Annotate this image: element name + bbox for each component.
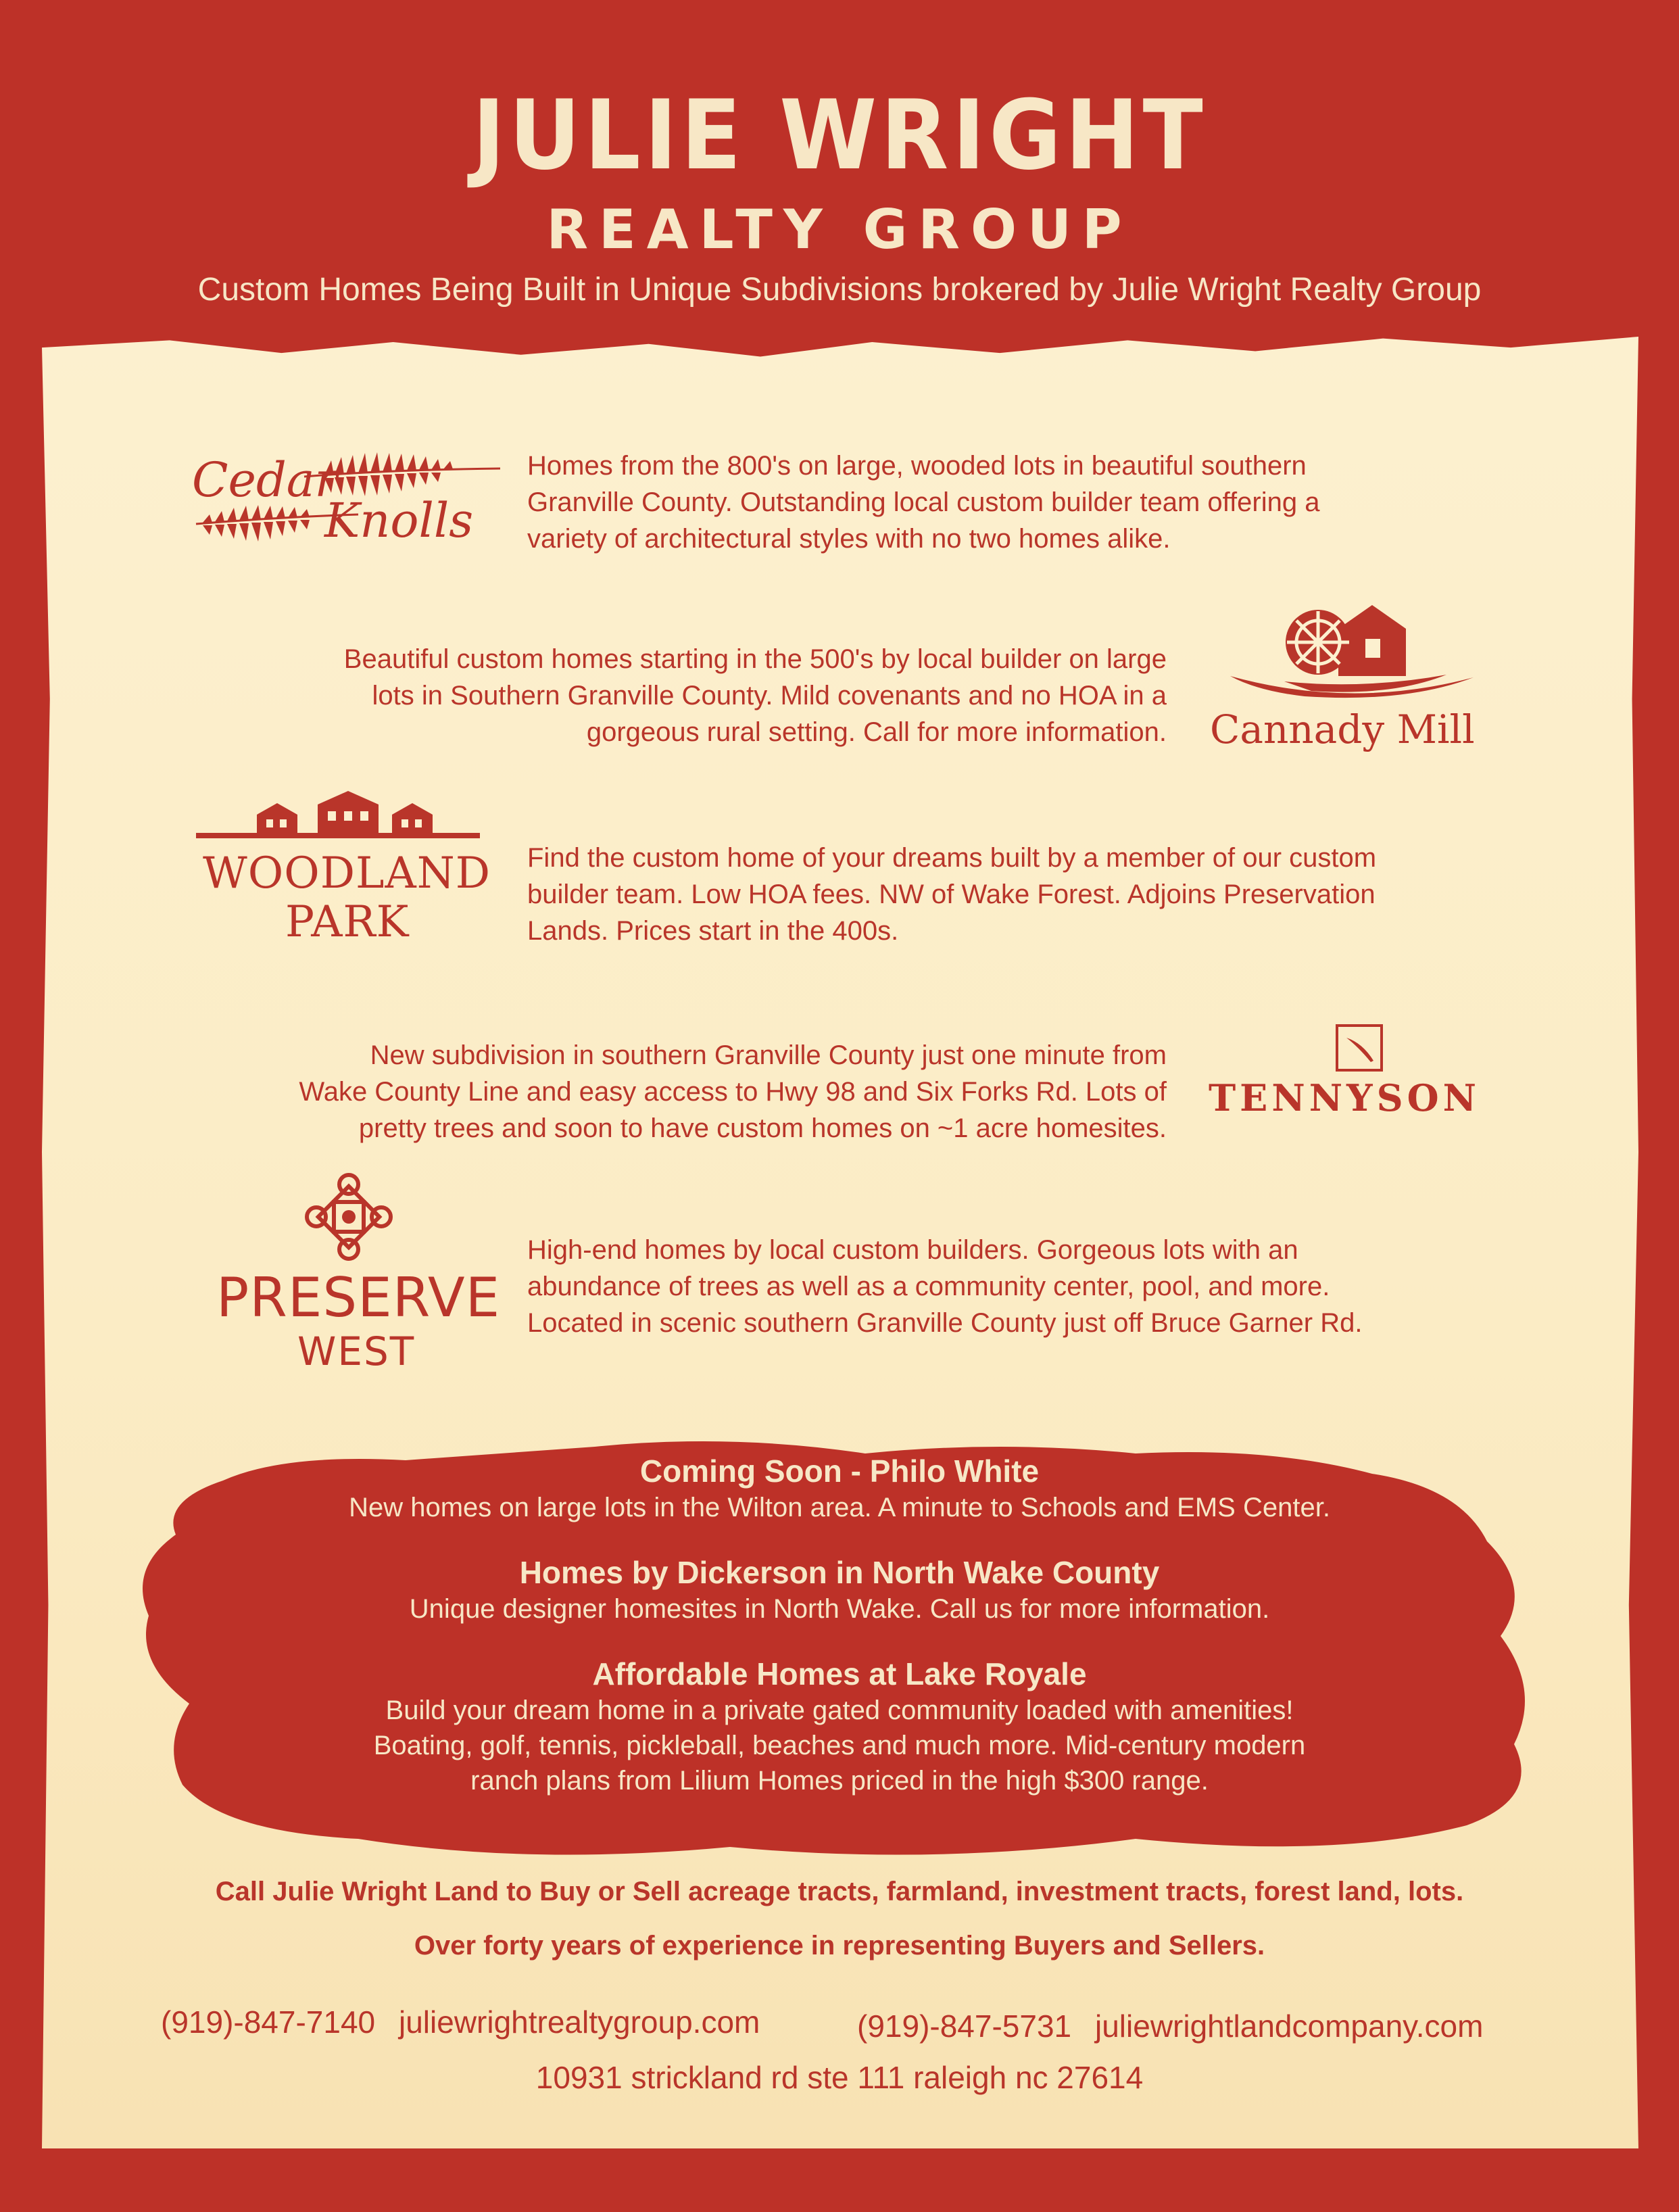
logo-word-woodland: WOODLAND — [203, 848, 491, 898]
description-line: gorgeous rural setting. Call for more information. — [586, 717, 1167, 747]
cedar-knolls-logo — [189, 443, 507, 558]
cannady-mill-description — [203, 641, 1167, 750]
woodland-park-description — [527, 840, 1376, 949]
houses-icon — [196, 791, 500, 845]
promo-philo-white — [0, 1452, 1679, 1525]
logo-word-knolls: Knolls — [324, 493, 474, 548]
cannady-mill-logo — [1203, 602, 1514, 757]
logo-word-cedar: Cedar — [192, 452, 337, 508]
promo-dickerson — [0, 1554, 1679, 1627]
phone-land[interactable]: (919)-847-5731 — [857, 2009, 1072, 2044]
call-to-action: Call Julie Wright Land to Buy or Sell acreage tracts, farmland, investment tracts, forest land, lots. — [215, 1877, 1464, 1906]
header — [0, 0, 1679, 352]
logo-word-park: PARK — [285, 897, 410, 947]
description-line: Granville County. Outstanding local custom builder team offering a — [527, 487, 1320, 517]
promo-line: Unique designer homesites in North Wake. Call us for more information. — [409, 1594, 1270, 1624]
preserve-west-description — [527, 1232, 1362, 1341]
description-line: Find the custom home of your dreams built by a member of our custom — [527, 843, 1377, 873]
tagline: Custom Homes Being Built in Unique Subdivisions brokered by Julie Wright Realty Group — [197, 272, 1482, 308]
tennyson-logo — [1203, 1024, 1521, 1126]
mill-icon — [1203, 602, 1514, 703]
description-line: variety of architectural styles with no two homes alike. — [527, 524, 1171, 554]
description-line: Beautiful custom homes starting in the 500's by local builder on large — [343, 644, 1167, 674]
office-address: 10931 strickland rd ste 111 raleigh nc 27614 — [535, 2060, 1144, 2095]
promo-lake-royale — [0, 1655, 1679, 1798]
promo-title: Coming Soon - Philo White — [639, 1453, 1040, 1489]
logo-tennyson: TENNYSON — [1209, 1076, 1481, 1120]
promo-line: New homes on large lots in the Wilton area. A minute to Schools and EMS Center. — [349, 1493, 1330, 1522]
website-land-link[interactable]: juliewrightlandcompany.com — [1095, 2009, 1484, 2044]
logo-word-west: WEST — [297, 1328, 416, 1374]
description-line: Located in scenic southern Granville County just off Bruce Garner Rd. — [527, 1308, 1363, 1338]
website-realty-link[interactable]: juliewrightrealtygroup.com — [399, 2004, 760, 2040]
description-line: New subdivision in southern Granville County just one minute from — [370, 1040, 1167, 1070]
woodland-park-logo — [196, 791, 500, 946]
logo-cannady-mill: Cannady Mill — [1210, 706, 1475, 752]
description-line: Lands. Prices start in the 400s. — [527, 916, 899, 946]
description-line: Homes from the 800's on large, wooded lots in beautiful southern — [527, 451, 1307, 481]
description-line: Wake County Line and easy access to Hwy 98 and Six Forks Rd. Lots of — [299, 1077, 1167, 1107]
cedar-knolls-description — [527, 448, 1319, 557]
celtic-knot-icon — [203, 1170, 493, 1264]
experience-line: Over forty years of experience in representing Buyers and Sellers. — [414, 1931, 1265, 1961]
phone-realty[interactable]: (919)-847-7140 — [161, 2004, 376, 2040]
description-line: pretty trees and soon to have custom homes on ~1 acre homesites. — [358, 1113, 1167, 1143]
brand-name: JULIE WRIGHT — [472, 80, 1207, 191]
preserve-west-logo — [203, 1170, 501, 1374]
description-line: lots in Southern Granville County. Mild covenants and no HOA in a — [372, 681, 1167, 711]
description-line: High-end homes by local custom builders. Gorgeous lots with an — [527, 1235, 1298, 1265]
description-line: builder team. Low HOA fees. NW of Wake Forest. Adjoins Preservation — [527, 880, 1376, 909]
brand-subtitle: REALTY GROUP — [546, 198, 1133, 261]
promo-title: Homes by Dickerson in North Wake County — [519, 1555, 1160, 1590]
description-line: abundance of trees as well as a community center, pool, and more. — [527, 1272, 1330, 1301]
promo-title: Affordable Homes at Lake Royale — [592, 1656, 1087, 1691]
logo-word-preserve: PRESERVE — [216, 1266, 501, 1329]
promo-line: Boating, golf, tennis, pickleball, beaches and much more. Mid-century modern — [373, 1731, 1306, 1760]
promo-line: Build your dream home in a private gated community loaded with amenities! — [385, 1696, 1294, 1725]
promo-line: ranch plans from Lilium Homes priced in the high $300 range. — [470, 1766, 1209, 1796]
tennyson-description — [203, 1037, 1167, 1147]
quill-icon — [1203, 1024, 1521, 1072]
